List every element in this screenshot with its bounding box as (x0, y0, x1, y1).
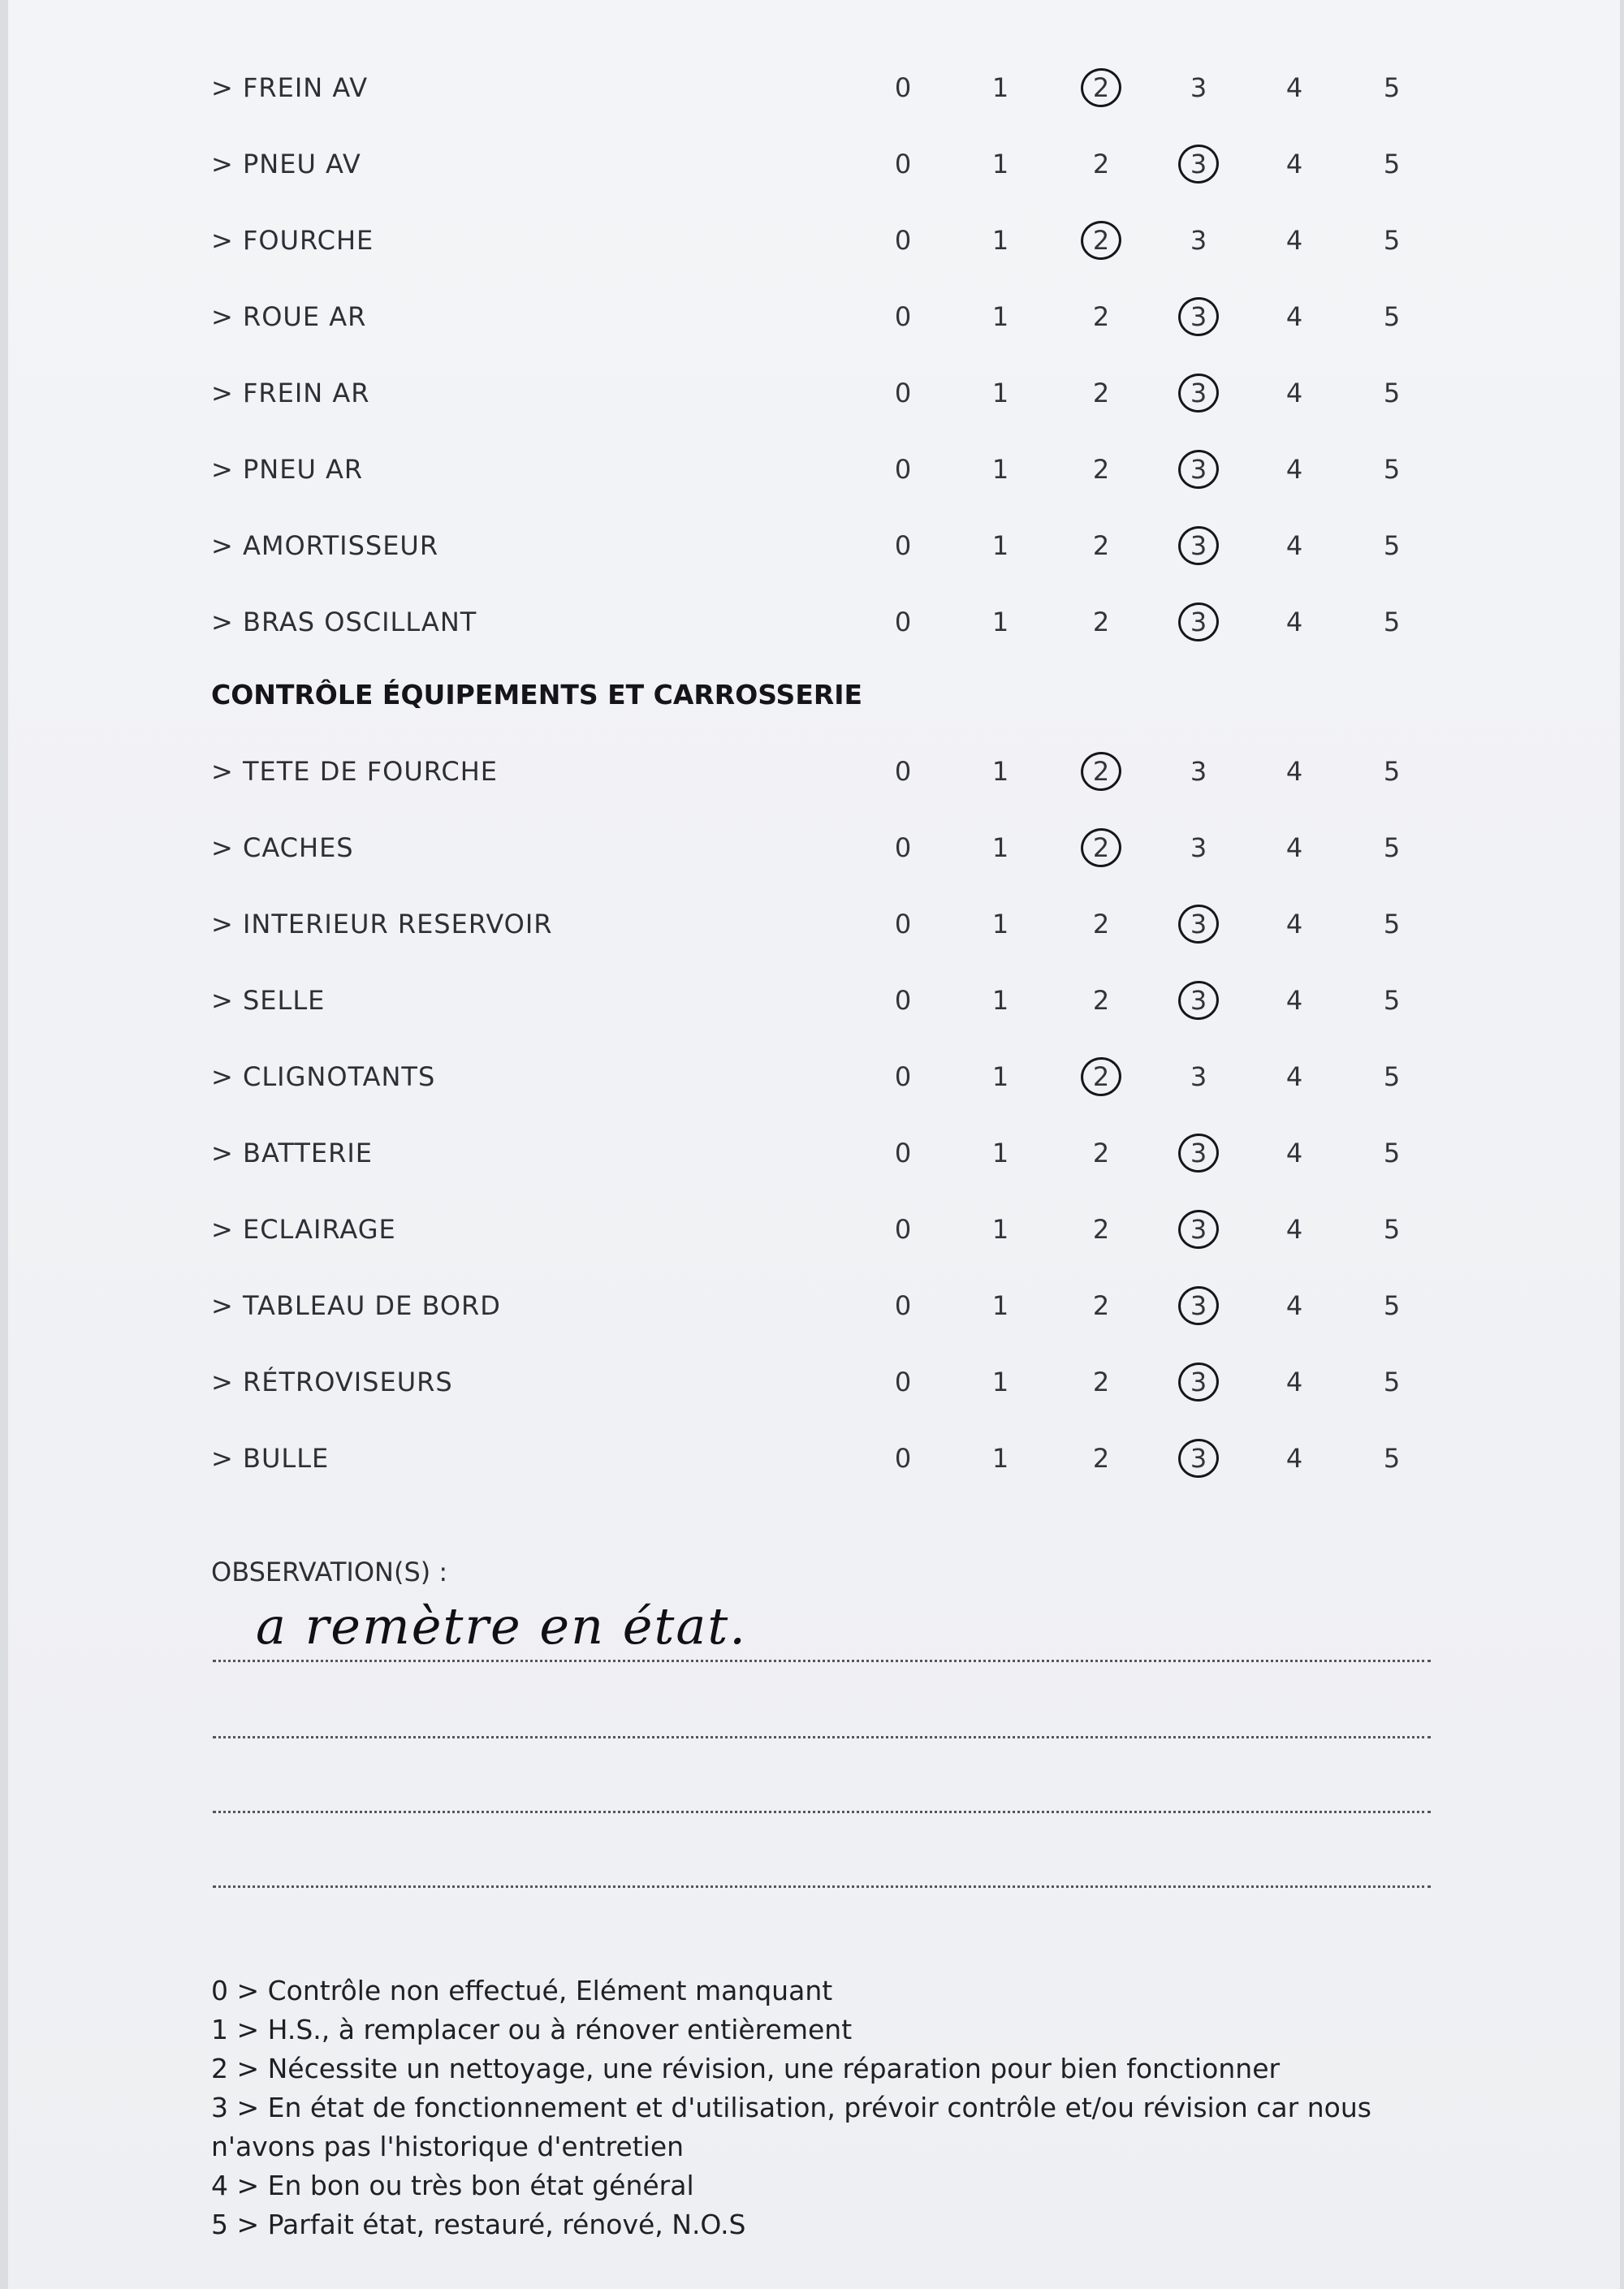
checklist-row (8, 598, 1624, 646)
rating-option-2[interactable]: 2 (1092, 454, 1110, 485)
rating-option-3[interactable]: 3 (1190, 1367, 1207, 1397)
rating-option-3[interactable]: 3 (1190, 378, 1207, 408)
rating-option-1[interactable]: 1 (991, 909, 1009, 939)
checklist-item-label: > INTERIEUR RESERVOIR (211, 909, 553, 939)
rating-option-2[interactable]: 2 (1092, 1138, 1110, 1168)
rating-option-5[interactable]: 5 (1383, 1061, 1401, 1092)
rating-option-1[interactable]: 1 (991, 1061, 1009, 1092)
rating-option-2[interactable]: 2 (1092, 607, 1110, 637)
rating-option-3[interactable]: 3 (1190, 607, 1207, 637)
legend-line: 5 > Parfait état, restauré, rénové, N.O.S (211, 2209, 746, 2240)
checklist-row (8, 140, 1624, 188)
rating-option-5[interactable]: 5 (1383, 1290, 1401, 1321)
rating-option-4[interactable]: 4 (1285, 1367, 1303, 1397)
rating-option-1[interactable]: 1 (991, 1443, 1009, 1474)
rating-option-3[interactable]: 3 (1190, 756, 1207, 787)
rating-option-1[interactable]: 1 (991, 1138, 1009, 1168)
checklist-item-label: > BATTERIE (211, 1138, 373, 1168)
checklist-item-label: > PNEU AR (211, 454, 364, 485)
rating-option-3[interactable]: 3 (1190, 1061, 1207, 1092)
rating-option-2[interactable]: 2 (1092, 378, 1110, 408)
rating-option-0[interactable]: 0 (894, 149, 912, 179)
legend-line: 0 > Contrôle non effectué, Elément manquant (211, 1975, 833, 2006)
rating-option-3[interactable]: 3 (1190, 985, 1207, 1016)
rating-option-1[interactable]: 1 (991, 225, 1009, 256)
rating-option-0[interactable]: 0 (894, 832, 912, 863)
observation-line (213, 1660, 1431, 1662)
observations-handwritten-text: a remètre en état. (256, 1596, 747, 1656)
rating-option-4[interactable]: 4 (1285, 1061, 1303, 1092)
rating-option-4[interactable]: 4 (1285, 832, 1303, 863)
rating-option-2[interactable]: 2 (1092, 1290, 1110, 1321)
rating-option-0[interactable]: 0 (894, 378, 912, 408)
rating-option-4[interactable]: 4 (1285, 72, 1303, 103)
rating-option-0[interactable]: 0 (894, 985, 912, 1016)
rating-option-2[interactable]: 2 (1092, 530, 1110, 561)
checklist-row (8, 1281, 1624, 1330)
observation-line (213, 1885, 1431, 1888)
rating-option-0[interactable]: 0 (894, 909, 912, 939)
checklist-row (8, 823, 1624, 872)
rating-option-3[interactable]: 3 (1190, 832, 1207, 863)
rating-option-0[interactable]: 0 (894, 756, 912, 787)
rating-option-1[interactable]: 1 (991, 985, 1009, 1016)
rating-option-3[interactable]: 3 (1190, 1290, 1207, 1321)
rating-option-4[interactable]: 4 (1285, 1290, 1303, 1321)
checklist-item-label: > BULLE (211, 1443, 330, 1474)
rating-option-3[interactable]: 3 (1190, 1138, 1207, 1168)
rating-option-4[interactable]: 4 (1285, 607, 1303, 637)
rating-option-4[interactable]: 4 (1285, 756, 1303, 787)
observation-line (213, 1736, 1431, 1738)
checklist-item-label: > AMORTISSEUR (211, 530, 439, 561)
rating-option-2[interactable]: 2 (1092, 72, 1110, 103)
rating-option-4[interactable]: 4 (1285, 1214, 1303, 1245)
checklist-item-label: > CLIGNOTANTS (211, 1061, 436, 1092)
rating-option-4[interactable]: 4 (1285, 530, 1303, 561)
checklist-row (8, 1434, 1624, 1483)
rating-option-4[interactable]: 4 (1285, 225, 1303, 256)
rating-option-3[interactable]: 3 (1190, 225, 1207, 256)
rating-option-1[interactable]: 1 (991, 72, 1009, 103)
rating-option-5[interactable]: 5 (1383, 1138, 1401, 1168)
rating-option-2[interactable]: 2 (1092, 1061, 1110, 1092)
observation-line (213, 1811, 1431, 1813)
rating-option-1[interactable]: 1 (991, 530, 1009, 561)
rating-option-5[interactable]: 5 (1383, 607, 1401, 637)
rating-option-0[interactable]: 0 (894, 72, 912, 103)
rating-option-5[interactable]: 5 (1383, 832, 1401, 863)
checklist-row (8, 292, 1624, 341)
rating-option-5[interactable]: 5 (1383, 72, 1401, 103)
rating-option-0[interactable]: 0 (894, 1214, 912, 1245)
rating-option-2[interactable]: 2 (1092, 756, 1110, 787)
checklist-row (8, 1052, 1624, 1101)
rating-option-4[interactable]: 4 (1285, 149, 1303, 179)
checklist-item-label: > TABLEAU DE BORD (211, 1290, 501, 1321)
rating-option-5[interactable]: 5 (1383, 454, 1401, 485)
checklist-row (8, 1205, 1624, 1254)
rating-option-5[interactable]: 5 (1383, 301, 1401, 332)
rating-option-4[interactable]: 4 (1285, 985, 1303, 1016)
rating-option-2[interactable]: 2 (1092, 225, 1110, 256)
rating-option-2[interactable]: 2 (1092, 909, 1110, 939)
rating-option-3[interactable]: 3 (1190, 1214, 1207, 1245)
rating-legend (211, 1972, 1462, 2244)
legend-line: 4 > En bon ou très bon état général (211, 2170, 694, 2201)
checklist-row (8, 445, 1624, 494)
rating-option-1[interactable]: 1 (991, 301, 1009, 332)
section-title: CONTRÔLE ÉQUIPEMENTS ET CARROSSERIE (211, 679, 863, 710)
rating-option-5[interactable]: 5 (1383, 756, 1401, 787)
checklist-item-label: > FOURCHE (211, 225, 374, 256)
rating-option-2[interactable]: 2 (1092, 832, 1110, 863)
checklist-row (8, 976, 1624, 1025)
rating-option-0[interactable]: 0 (894, 1290, 912, 1321)
checklist-row (8, 369, 1624, 417)
rating-option-5[interactable]: 5 (1383, 909, 1401, 939)
rating-option-2[interactable]: 2 (1092, 1443, 1110, 1474)
rating-option-3[interactable]: 3 (1190, 72, 1207, 103)
rating-option-5[interactable]: 5 (1383, 1214, 1401, 1245)
checklist-row (8, 900, 1624, 948)
rating-option-1[interactable]: 1 (991, 378, 1009, 408)
rating-option-2[interactable]: 2 (1092, 301, 1110, 332)
rating-option-2[interactable]: 2 (1092, 1367, 1110, 1397)
rating-option-4[interactable]: 4 (1285, 909, 1303, 939)
rating-option-1[interactable]: 1 (991, 756, 1009, 787)
rating-option-5[interactable]: 5 (1383, 1367, 1401, 1397)
rating-option-3[interactable]: 3 (1190, 454, 1207, 485)
rating-option-0[interactable]: 0 (894, 607, 912, 637)
checklist-item-label: > RÉTROVISEURS (211, 1367, 453, 1397)
rating-option-1[interactable]: 1 (991, 607, 1009, 637)
rating-option-5[interactable]: 5 (1383, 985, 1401, 1016)
checklist-item-label: > FREIN AR (211, 378, 370, 408)
rating-option-3[interactable]: 3 (1190, 149, 1207, 179)
rating-option-1[interactable]: 1 (991, 832, 1009, 863)
rating-option-4[interactable]: 4 (1285, 378, 1303, 408)
legend-line: 3 > En état de fonctionnement et d'utilisation, prévoir contrôle et/ou révision car nous (211, 2092, 1371, 2123)
rating-option-3[interactable]: 3 (1190, 530, 1207, 561)
rating-option-0[interactable]: 0 (894, 1138, 912, 1168)
rating-option-4[interactable]: 4 (1285, 1138, 1303, 1168)
checklist-row (8, 1129, 1624, 1177)
checklist-item-label: > ROUE AR (211, 301, 367, 332)
rating-option-0[interactable]: 0 (894, 1367, 912, 1397)
legend-line: 2 > Nécessite un nettoyage, une révision, une réparation pour bien fonctionner (211, 2053, 1281, 2084)
checklist-item-label: > BRAS OSCILLANT (211, 607, 477, 637)
rating-option-1[interactable]: 1 (991, 149, 1009, 179)
rating-option-5[interactable]: 5 (1383, 378, 1401, 408)
checklist-row (8, 1358, 1624, 1406)
checklist-row (8, 63, 1624, 112)
checklist-row (8, 216, 1624, 265)
checklist-item-label: > CACHES (211, 832, 354, 863)
rating-option-2[interactable]: 2 (1092, 149, 1110, 179)
rating-option-1[interactable]: 1 (991, 1290, 1009, 1321)
checklist-item-label: > FREIN AV (211, 72, 369, 103)
legend-line: 1 > H.S., à remplacer ou à rénover entièrement (211, 2014, 853, 2045)
rating-option-3[interactable]: 3 (1190, 1443, 1207, 1474)
rating-option-0[interactable]: 0 (894, 225, 912, 256)
checklist-item-label: > SELLE (211, 985, 326, 1016)
rating-option-3[interactable]: 3 (1190, 301, 1207, 332)
legend-line: n'avons pas l'historique d'entretien (211, 2131, 685, 2162)
checklist-item-label: > PNEU AV (211, 149, 361, 179)
rating-option-0[interactable]: 0 (894, 1061, 912, 1092)
inspection-sheet (8, 0, 1620, 2289)
rating-option-5[interactable]: 5 (1383, 149, 1401, 179)
observations-label: OBSERVATION(S) : (211, 1557, 448, 1587)
rating-option-3[interactable]: 3 (1190, 909, 1207, 939)
checklist-item-label: > ECLAIRAGE (211, 1214, 396, 1245)
checklist-row (8, 747, 1624, 796)
rating-option-1[interactable]: 1 (991, 1367, 1009, 1397)
checklist-item-label: > TETE DE FOURCHE (211, 756, 498, 787)
rating-option-0[interactable]: 0 (894, 454, 912, 485)
rating-option-0[interactable]: 0 (894, 1443, 912, 1474)
rating-option-0[interactable]: 0 (894, 301, 912, 332)
rating-option-4[interactable]: 4 (1285, 301, 1303, 332)
rating-option-0[interactable]: 0 (894, 530, 912, 561)
rating-option-5[interactable]: 5 (1383, 1443, 1401, 1474)
rating-option-2[interactable]: 2 (1092, 1214, 1110, 1245)
rating-option-4[interactable]: 4 (1285, 1443, 1303, 1474)
rating-option-1[interactable]: 1 (991, 1214, 1009, 1245)
rating-option-1[interactable]: 1 (991, 454, 1009, 485)
rating-option-5[interactable]: 5 (1383, 530, 1401, 561)
rating-option-5[interactable]: 5 (1383, 225, 1401, 256)
checklist-row (8, 521, 1624, 570)
rating-option-2[interactable]: 2 (1092, 985, 1110, 1016)
rating-option-4[interactable]: 4 (1285, 454, 1303, 485)
